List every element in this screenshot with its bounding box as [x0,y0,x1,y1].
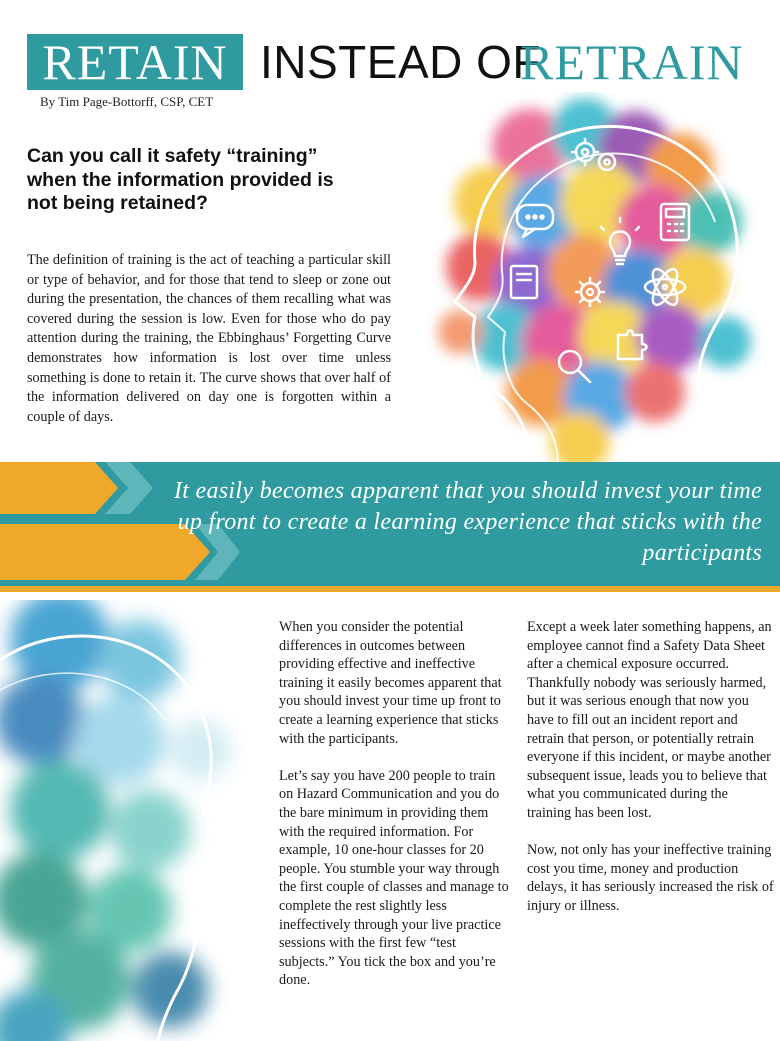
lead-question: Can you call it safety “training” when the information provided is not being retained? [27,145,334,214]
watercolor-head-illustration [380,92,780,464]
title-word-instead-of: INSTEAD OF [260,36,542,88]
banner-bottom-stripe [0,586,780,592]
body-paragraph: Except a week later something happens, an employee cannot find a Safety Data Sheet after a chemical exposure occurred. Thankfully nobody was seriously harmed, but it was serious enough that now you have to fill out an incident report and retrain that person, or potentially retrain everyone if this incident, or maybe another subsequent issue, leads you to believe that what you communicated during the training has been lost. [527,619,772,821]
watercolor-profile-illustration [0,600,260,1041]
body-paragraph: Let’s say you have 200 people to train on Hazard Communication and you do the bare minimum in providing them with the required information. For example, 10 one-hour classes for 20 people. You stumble your way through the first couple of classes and manage to complete the rest slightly less ineffectively through your live practice sessions with the first few “test subjects.” You tick the box and you’re done. [279,767,509,989]
byline: By Tim Page-Bottorff, CSP, CET [40,94,214,109]
pull-quote: It easily becomes apparent that you should invest your time up front to create a learning experience that sticks with the participants [173,478,762,566]
body-column-1 [279,618,511,1008]
body-paragraph: When you consider the potential differences in outcomes between providing effective and ineffective training it easily becomes apparent that you should invest your time up front to create a learning experience that sticks with the participants. [279,619,502,747]
title-word-retrain: RETRAIN [520,34,744,90]
title-word-retain: RETAIN [42,34,228,90]
body-column-2 [527,618,775,934]
intro-paragraph: The definition of training is the act of teaching a particular skill or type of behavior, and for those that tend to sleep or zone out during the presentation, the chances of them recalling what was covered during the session is low. Even for those who do pay attention during the training, the Ebbinghaus’ Forgetting Curve demonstrates how information is lost over time unless something is done to retain it. The curve shows that over half of the information delivered on day one is forgotten within a couple of days. [27,252,391,425]
body-paragraph: Now, not only has your ineffective training cost you time, money and production delays, it has seriously increased the risk of injury or illness. [527,842,774,914]
